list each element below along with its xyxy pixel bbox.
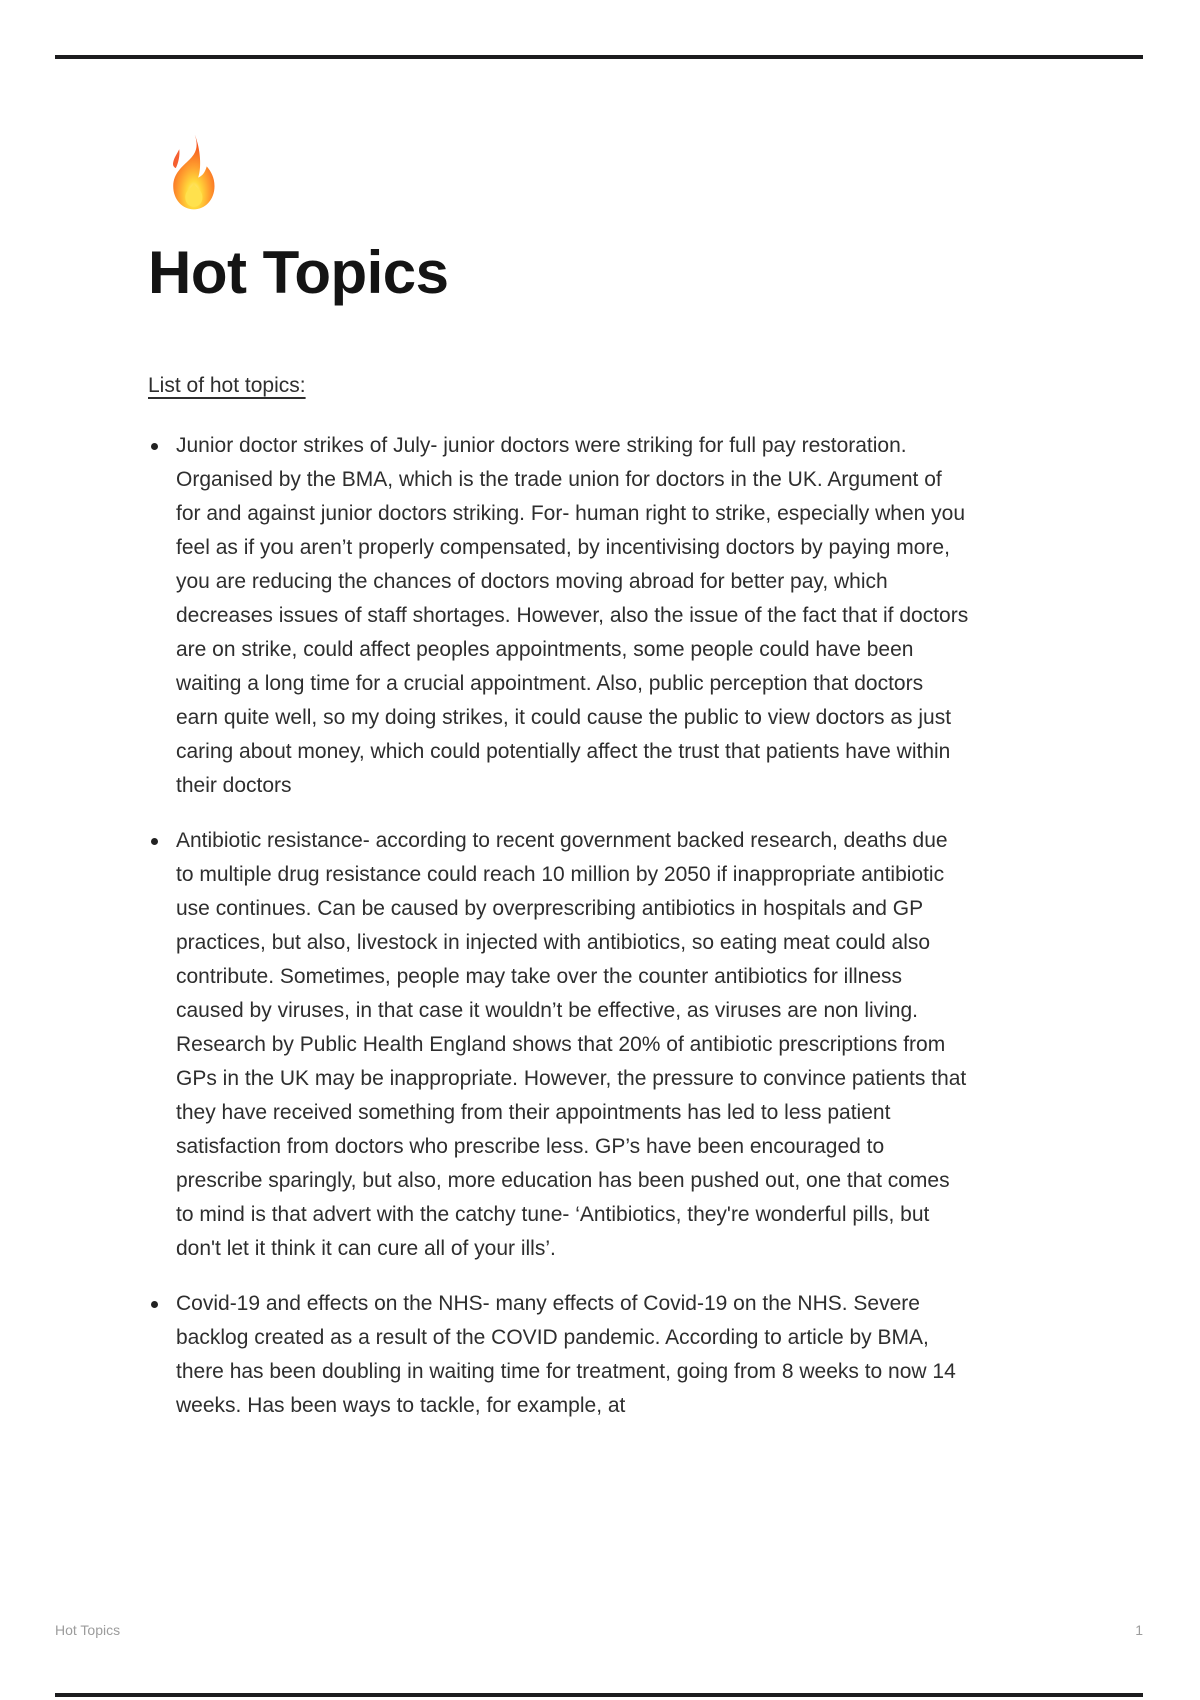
hot-topics-list [148,429,970,1423]
list-item-covid-19-nhs: Covid-19 and effects on the NHS- many effects of Covid-19 on the NHS. Severe backlog created as a result of the COVID pandemic. According to article by BMA, there has been doubling in waiting time for treatment, going from 8 weeks to now 14 weeks. Has been ways to tackle, for example, at [176,1287,970,1423]
footer-doc-title: Hot Topics [55,1622,121,1638]
page-bottom-divider [55,1693,1143,1697]
list-item-junior-doctor-strikes: Junior doctor strikes of July- junior doctors were striking for full pay restoration. Organised by the BMA, which is the trade union for doctors in the UK. Argument of for and against junior doctors striking. For- human right to strike, especially when you feel as if you aren’t properly compensated, by incentivising doctors by paying more, you are reducing the chances of doctors moving abroad for better pay, which decreases issues of staff shortages. However, also the issue of the fact that if doctors are on strike, could affect peoples appointments, some people could have been waiting a long time for a crucial appointment. Also, public perception that doctors earn quite well, so my doing strikes, it could cause the public to view doctors as just caring about money, which could potentially affect the trust that patients have within their doctors [176,429,970,803]
footer-page-number: 1 [1135,1622,1143,1638]
document-content [148,132,972,1444]
page-top-divider [55,55,1143,59]
list-heading: List of hot topics: [148,374,306,397]
page-title: Hot Topics [148,239,449,306]
fire-emoji-icon [150,132,236,218]
list-item-antibiotic-resistance: Antibiotic resistance- according to recent government backed research, deaths due to multiple drug resistance could reach 10 million by 2050 if inappropriate antibiotic use continues. Can be caused by overprescribing antibiotics in hospitals and GP practices, but also, livestock in injected with antibiotics, so eating meat could also contribute. Sometimes, people may take over the counter antibiotics for illness caused by viruses, in that case it wouldn’t be effective, as viruses are non living. Research by Public Health England shows that 20% of antibiotic prescriptions from GPs in the UK may be inappropriate. However, the pressure to convince patients that they have received something from their appointments has led to less patient satisfaction from doctors who prescribe less. GP’s have been encouraged to prescribe sparingly, but also, more education has been pushed out, one that comes to mind is that advert with the catchy tune- ‘Antibiotics, they're wonderful pills, but don't let it think it can cure all of your ills’. [176,824,970,1266]
page-footer [55,1622,1143,1638]
